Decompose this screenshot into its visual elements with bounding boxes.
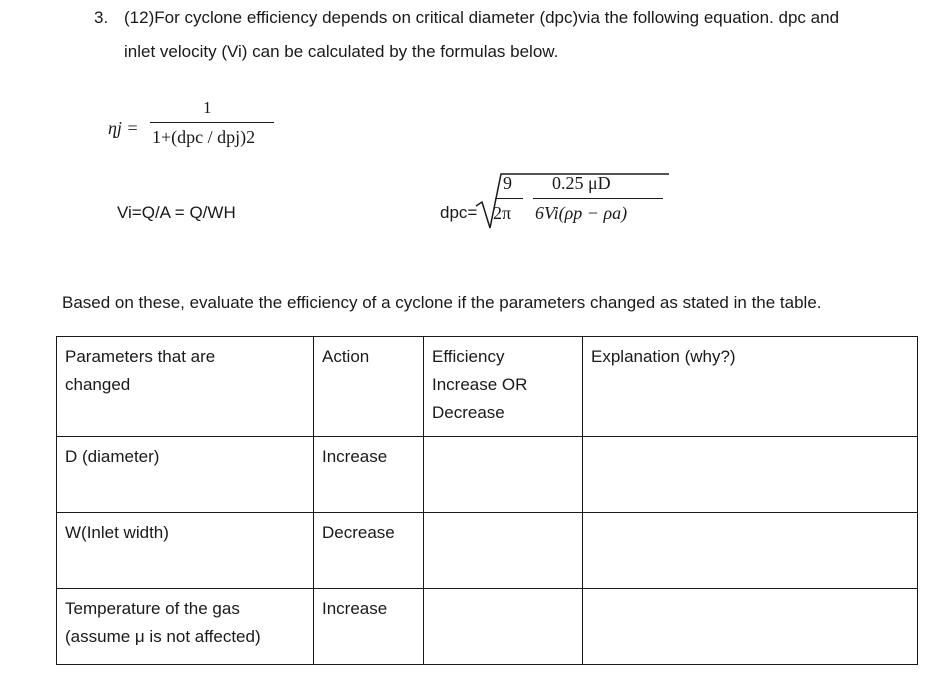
row-1-efficiency-cell[interactable] — [424, 437, 583, 513]
row-1-explanation-cell[interactable] — [583, 437, 918, 513]
cd-den-1: 2π — [493, 203, 512, 223]
row-1-action — [314, 437, 424, 513]
row-2-efficiency-cell[interactable] — [424, 513, 583, 589]
cd-num-1: 9 — [503, 173, 512, 193]
row-1-action-text: Increase — [322, 447, 388, 466]
row-1-parameter — [57, 437, 314, 513]
header-parameters-line-1: Parameters that are — [65, 347, 216, 366]
question-line-1: (12)For cyclone efficiency depends on critical diameter (dpc)via the following equation. dpc and — [124, 8, 840, 27]
header-explanation-label: Explanation (why?) — [591, 347, 736, 366]
header-action — [314, 337, 424, 437]
table-row — [57, 589, 918, 665]
header-parameters-line-2: changed — [65, 375, 131, 394]
efficiency-lhs: ηj = — [108, 118, 139, 138]
row-2-parameter — [57, 513, 314, 589]
header-parameters — [57, 337, 314, 437]
header-efficiency-line-3: Decrease — [432, 403, 505, 422]
table-row — [57, 513, 918, 589]
row-2-parameter-text: W(Inlet width) — [65, 523, 169, 542]
row-3-action — [314, 589, 424, 665]
instruction-text: Based on these, evaluate the efficiency of a cyclone if the parameters changed as stated in the table. — [62, 293, 822, 312]
row-2-action-text: Decrease — [322, 523, 395, 542]
cd-fraction-bar-2 — [533, 198, 663, 199]
efficiency-numerator: 1 — [203, 98, 212, 117]
row-3-parameter — [57, 589, 314, 665]
row-2-explanation-cell[interactable] — [583, 513, 918, 589]
table-header-row — [57, 337, 918, 437]
evaluation-table — [56, 336, 918, 665]
table-row — [57, 437, 918, 513]
row-3-explanation-cell[interactable] — [583, 589, 918, 665]
row-3-efficiency-cell[interactable] — [424, 589, 583, 665]
question-number: 3. — [94, 8, 109, 27]
header-action-label: Action — [322, 347, 370, 366]
efficiency-fraction-bar — [150, 122, 274, 123]
header-efficiency — [424, 337, 583, 437]
row-3-action-text: Increase — [322, 599, 388, 618]
question-line-2: inlet velocity (Vi) can be calculated by the formulas below. — [124, 42, 559, 61]
header-efficiency-line-1: Efficiency — [432, 347, 505, 366]
efficiency-denominator: 1+(dpc / dpj)2 — [152, 127, 256, 147]
header-explanation — [583, 337, 918, 437]
critical-diameter-lhs: dpc= — [440, 203, 478, 222]
header-efficiency-line-2: Increase OR — [432, 375, 528, 394]
cd-fraction-bar-1 — [495, 198, 523, 199]
velocity-formula: Vi=Q/A = Q/WH — [117, 203, 236, 222]
row-3-parameter-text: Temperature of the gas — [65, 599, 240, 618]
cd-num-2: 0.25 μD — [552, 173, 611, 193]
row-1-parameter-text: D (diameter) — [65, 447, 160, 466]
cd-den-2: 6Vi(ρp − ρa) — [535, 203, 628, 223]
row-3-parameter-text-2: (assume μ is not affected) — [65, 627, 261, 646]
row-2-action — [314, 513, 424, 589]
